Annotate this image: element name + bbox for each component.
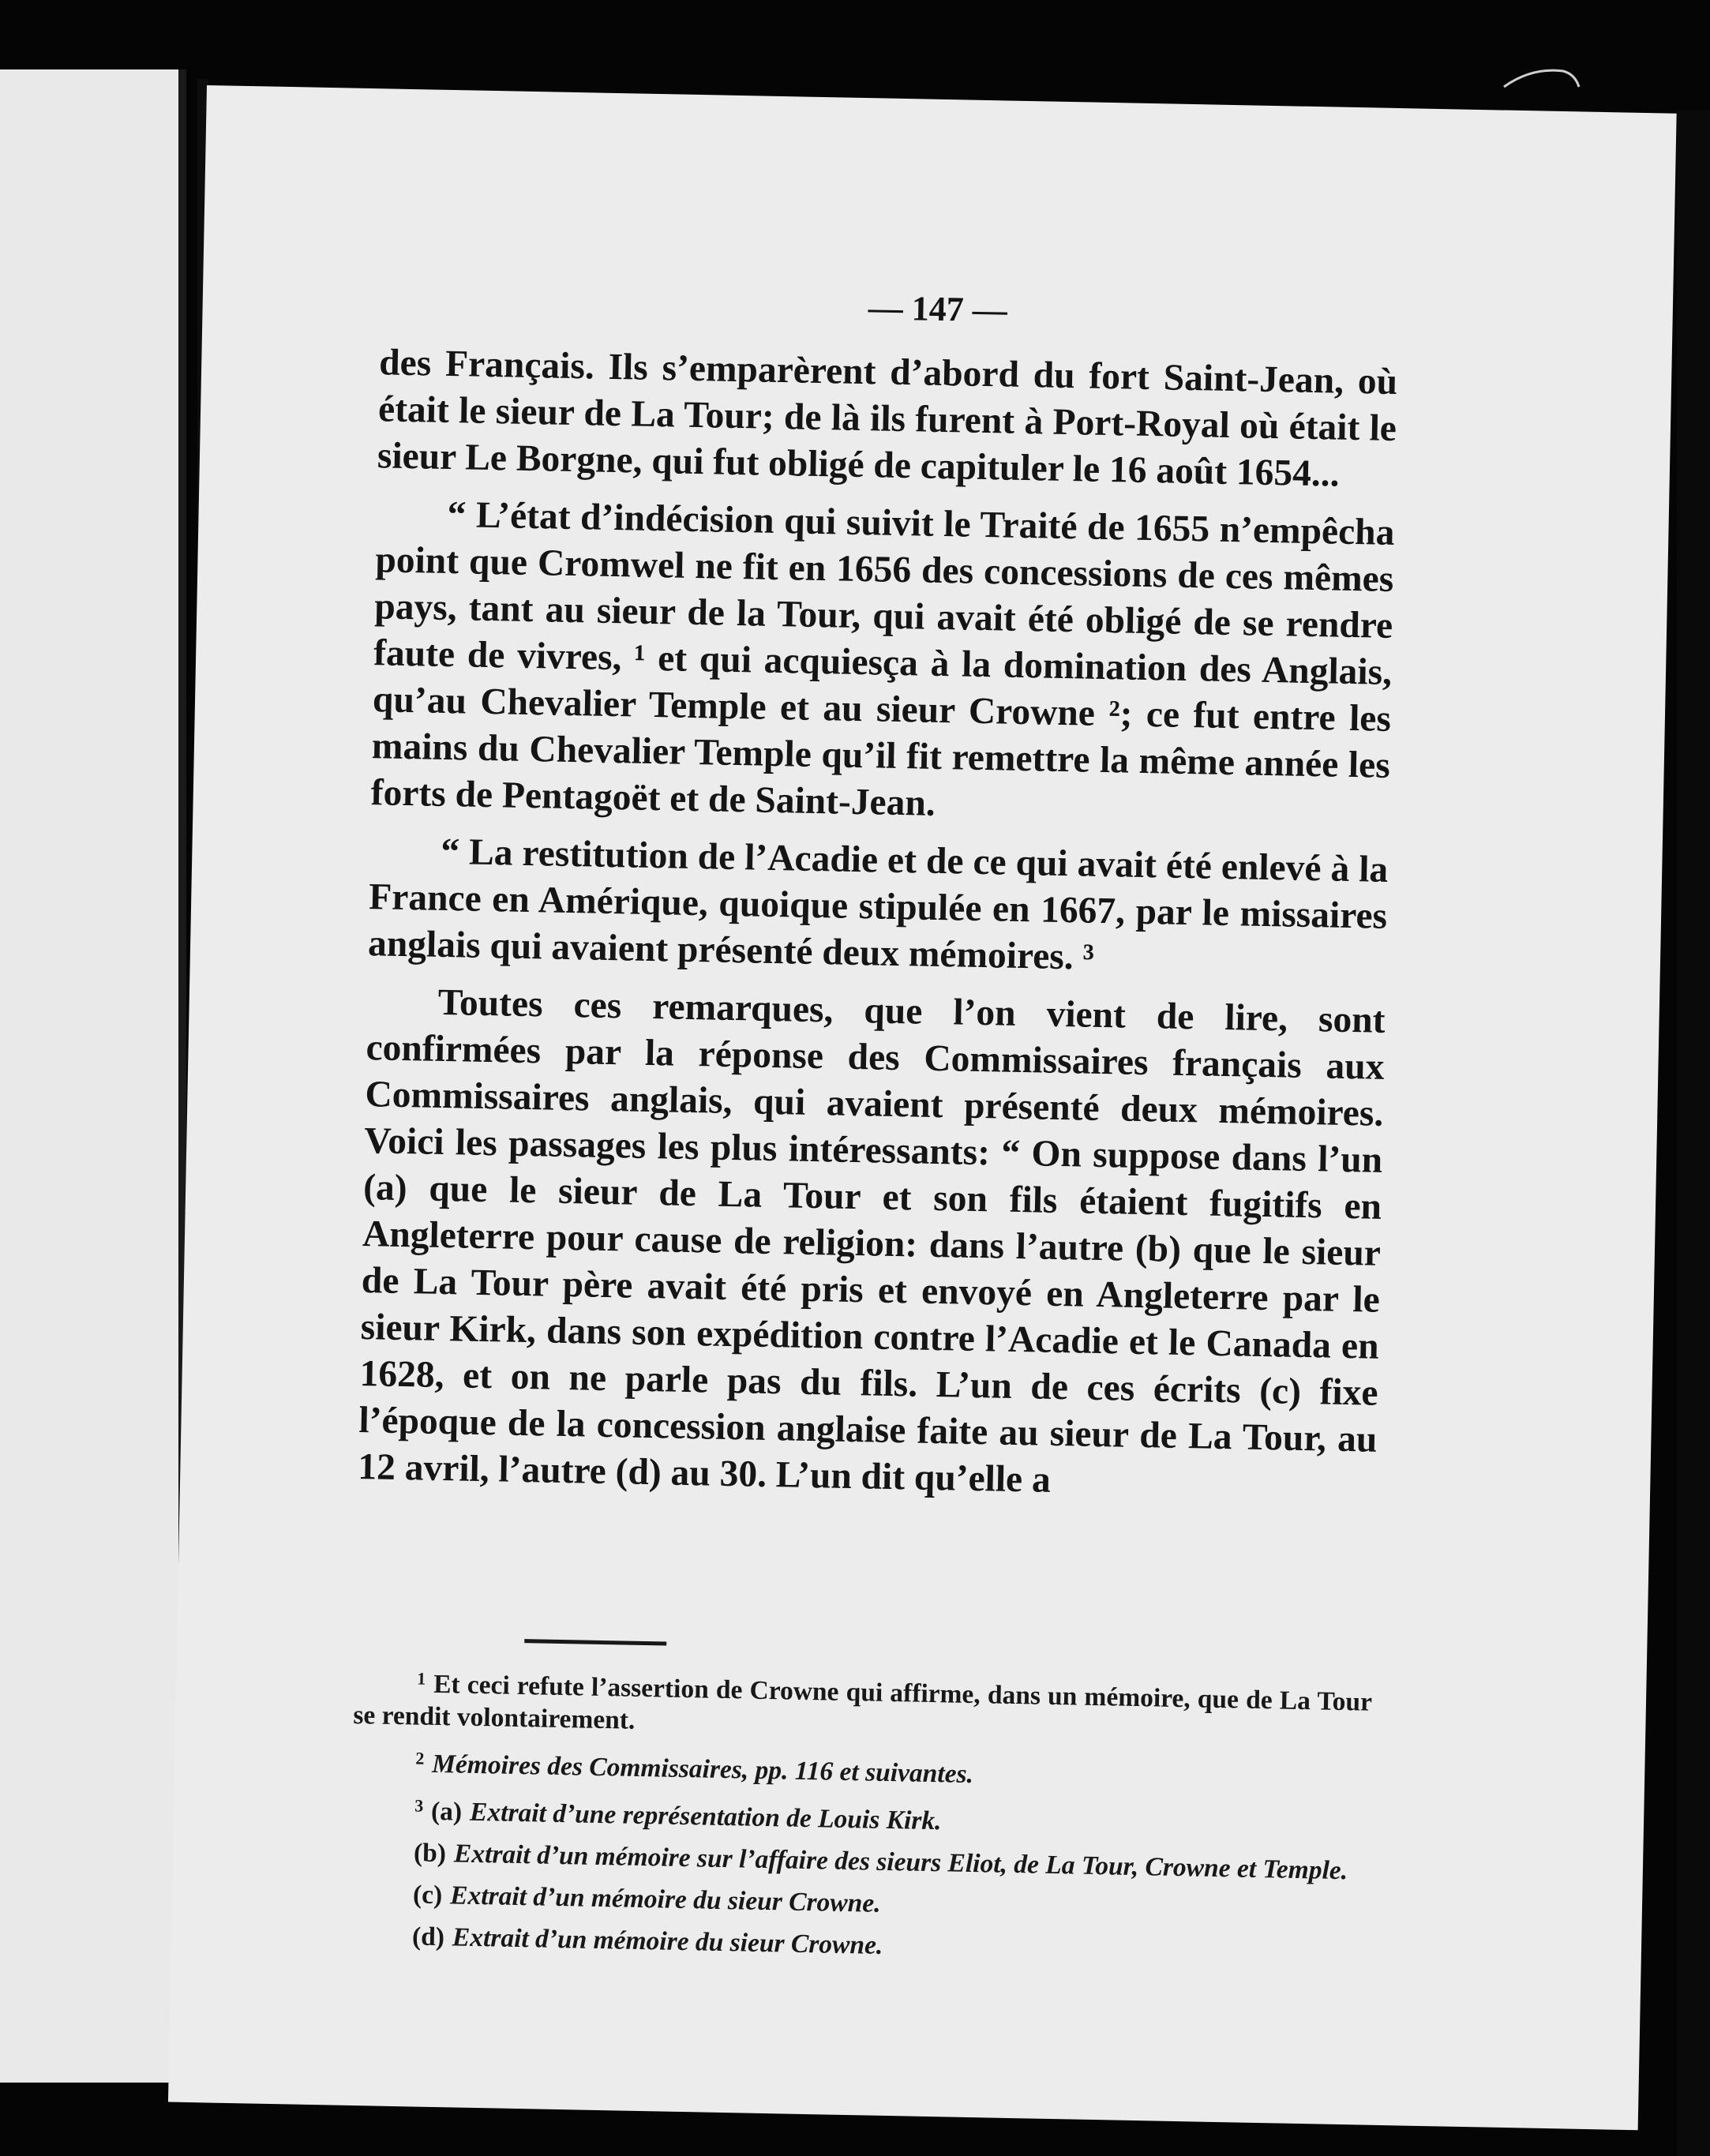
footnote-marker: 1 xyxy=(417,1668,426,1689)
body-text xyxy=(358,339,1398,1520)
footnote-label: (c) xyxy=(412,1880,443,1910)
footnote-text: Et ceci refute l’assertion de Crowne qui affirme, dans un mémoire, que de La Tour se rendit volontairement. xyxy=(353,1669,1373,1735)
book-page xyxy=(168,85,1677,2130)
footnote xyxy=(349,1919,1368,1971)
footnote xyxy=(351,1788,1371,1846)
footnote xyxy=(353,1661,1372,1751)
footnotes xyxy=(348,1661,1372,1981)
footnote xyxy=(352,1741,1371,1798)
paragraph: “ L’état d’indécision qui suivit le Traité de 1655 n’empêcha point que Cromwel ne fit en 1656 des concessions de ces mêmes pays, tant au sieur de la Tour, qui avait été obligé de se rendre faute de vivres, ¹ et qui acquiesça à la domination des Anglais, qu’au Chevalier Temple et au sieur Crowne ²; ce fut entre les mains du Chevalier Temple qu’il fit remettre la même année les forts de Pentagoët et de Saint-Jean. xyxy=(370,493,1395,824)
facing-page-edge xyxy=(0,69,183,2083)
paragraph: Toutes ces remarques, que l’on vient de lire, sont confirmées par la réponse des Commissaires français aux Commissaires anglais, qui avaient présenté deux mémoires. Voici les passages les plus intéressants: “ On suppose dans l’un (a) que le sieur de La Tour et son fils étaient fugitifs en Angleterre pour cause de religion: dans l’autre (b) que le sieur de La Tour père avait été pris et envoyé en Angleterre par le sieur Kirk, dans son expédition contre l’Acadie et le Canada en 1628, et on ne parle pas du fils. L’un de ces écrits (c) fixe l’époque de la concession anglaise faite au sieur de La Tour, au 12 avril, l’autre (d) au 30. L’un dit qu’elle a xyxy=(357,981,1386,1501)
footnote-label: (a) xyxy=(430,1796,463,1827)
footnote-label: (d) xyxy=(411,1922,445,1952)
footnote-text: Extrait d’un mémoire sur l’affaire des sieurs Eliot, de La Tour, Crowne et Temple. xyxy=(453,1839,1348,1886)
footnote-text: Extrait d’un mémoire du sieur Crowne. xyxy=(452,1922,883,1960)
footnote-marker: 3 xyxy=(414,1795,424,1816)
footnote-text: Extrait d’une représentation de Louis Kirk. xyxy=(469,1797,942,1836)
footnote-label: (b) xyxy=(413,1838,447,1869)
scan-artifact-mark xyxy=(1500,63,1587,95)
footnote-marker: 2 xyxy=(415,1748,425,1768)
footnote-text: Extrait d’un mémoire du sieur Crowne. xyxy=(449,1880,881,1918)
footnote-separator xyxy=(524,1639,666,1645)
footnote-text: Mémoires des Commissaires, pp. 116 et suivantes. xyxy=(431,1749,974,1790)
paragraph: des Français. Ils s’emparèrent d’abord du fort Saint-Jean, où était le sieur de La Tour; de là ils furent à Port-Royal où était le sieur Le Borgne, qui fut obligé de capituler le 16 août 1654... xyxy=(377,342,1398,495)
scan-border-right xyxy=(1677,111,1710,2156)
paragraph: “ La restitution de l’Acadie et de ce qui avait été enlevé à la France en Amérique, quoique stipulée en 1667, par le missaires anglais qui avaient présenté deux mémoires. ³ xyxy=(367,831,1389,978)
page-number: — 147 — xyxy=(868,288,1008,330)
